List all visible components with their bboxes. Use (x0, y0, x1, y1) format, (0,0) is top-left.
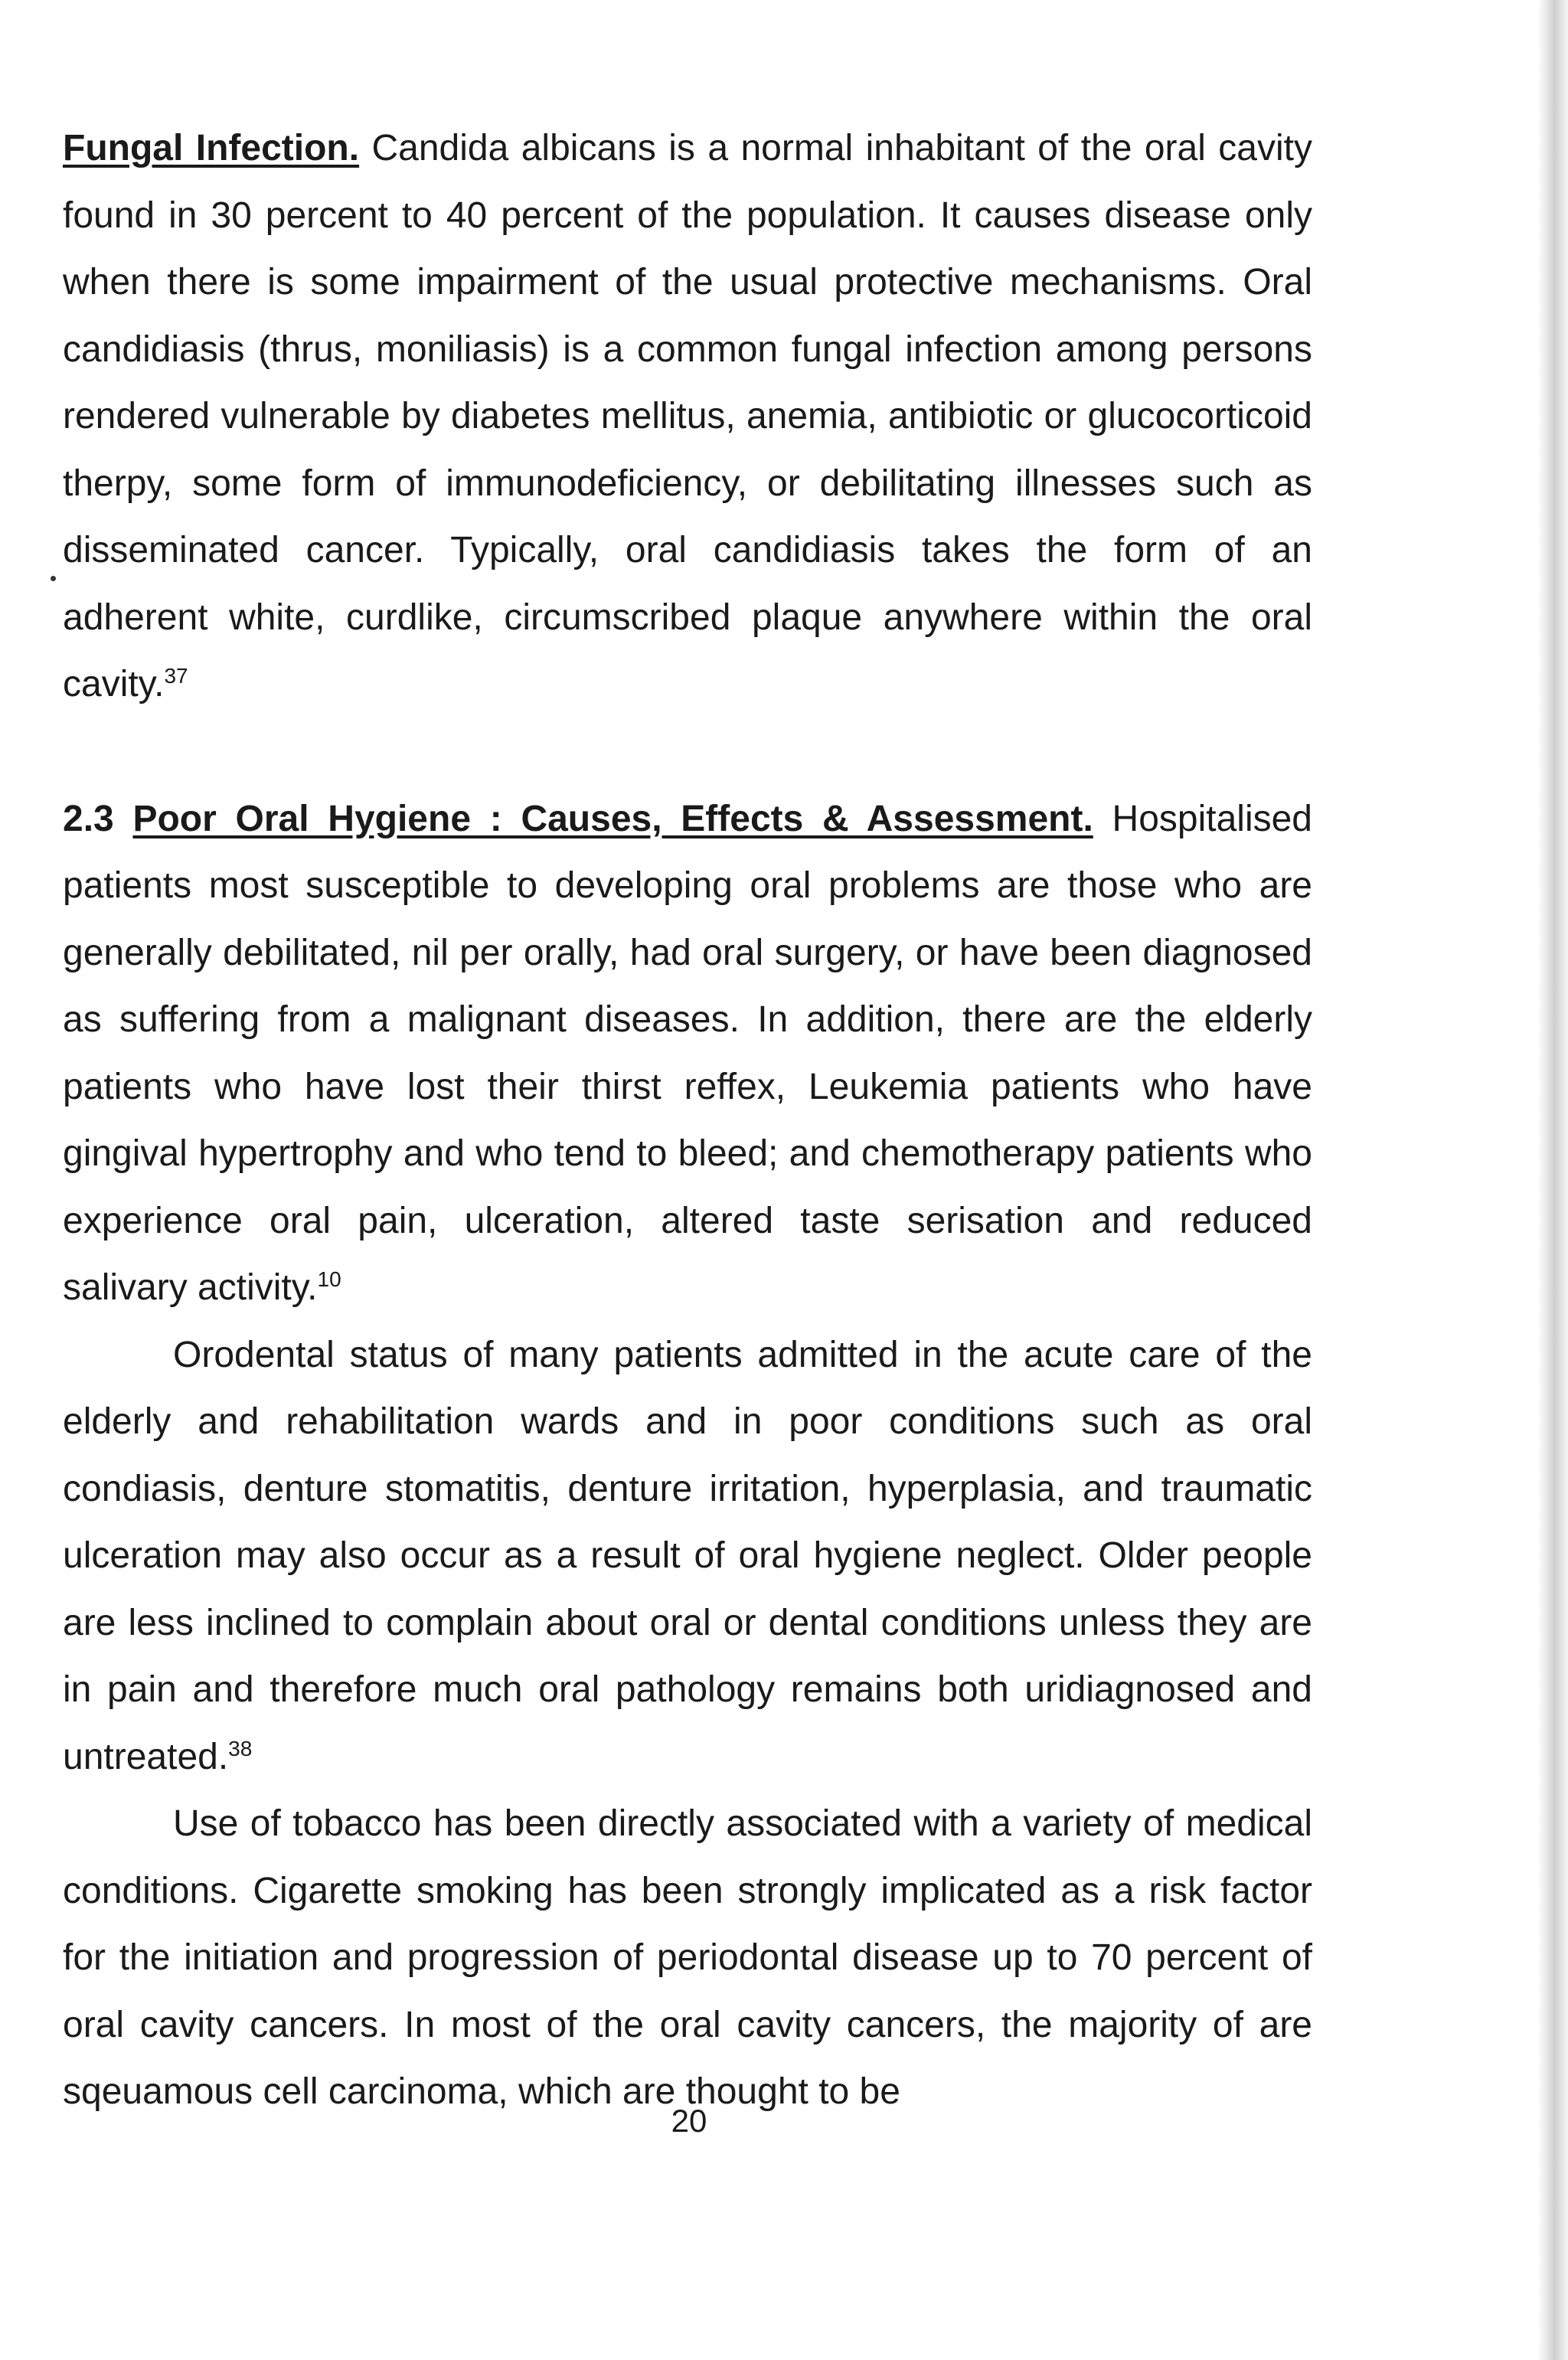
paragraph-text: Candida albicans is a normal inhabitant of the oral cavity found in 30 percent to 40 percent of the population. It causes disease only when there is some impairment of the usual protective mechanisms. Oral candidiasis (thrus, moniliasis) is a common fungal infection among persons rendered vulnerable by diabetes mellitus, anemia, antibiotic or glucocorticoid therpy, some form of immunodeficiency, or debilitating illnesses such as disseminated cancer. Typically, oral candidiasis takes the form of an adherent white, curdlike, circumscribed plaque anywhere within the oral cavity. (63, 128, 1313, 704)
paragraph-fungal-infection (63, 115, 1312, 718)
heading-fungal-infection: Fungal Infection. (63, 128, 360, 168)
paragraph-tobacco-use (63, 1790, 1312, 2126)
page-number: 20 (671, 2103, 707, 2139)
scan-edge-shadow (1537, 0, 1568, 2360)
page-body (63, 115, 1312, 2126)
reference-superscript: 38 (228, 1736, 253, 1760)
section-number: 2.3 (63, 798, 133, 839)
paragraph-text: Orodental status of many patients admitted in the acute care of the elderly and rehabilitation wards and in poor conditions such as oral condiasis, denture stomatitis, denture irritation, hyperplasia, and traumatic ulceration may also occur as a result of oral hygiene neglect. Older people are less inclined to complain about oral or dental conditions unless they are in pain and therefore much oral pathology remains both uridiagnosed and untreated. (63, 1334, 1312, 1777)
reference-superscript: 10 (317, 1267, 341, 1291)
paragraph-text: Use of tobacco has been directly associated with a variety of medical conditions. Cigarette smoking has been strongly implicated as a risk factor for the initiation and progression of periodontal disease up to 70 percent of oral cavity cancers. In most of the oral cavity cancers, the majority of are sqeuamous cell carcinoma, which are thought to be (63, 1803, 1312, 2112)
heading-poor-oral-hygiene: Poor Oral Hygiene : Causes, Effects & Assessment. (132, 798, 1093, 839)
paragraph-poor-oral-hygiene (63, 786, 1312, 1322)
scan-speck (51, 576, 56, 581)
reference-superscript: 37 (164, 664, 188, 688)
paragraph-text: Hospitalised patients most susceptible to developing oral problems are those who are generally debilitated, nil per orally, had oral surgery, or have been diagnosed as suffering from a malignant diseases. In addition, there are the elderly patients who have lost their thirst reffex, Leukemia patients who have gingival hypertrophy and who tend to bleed; and chemotherapy patients who experience oral pain, ulceration, altered taste serisation and reduced salivary activity. (63, 798, 1313, 1308)
paragraph-orodental-status (63, 1322, 1312, 1791)
